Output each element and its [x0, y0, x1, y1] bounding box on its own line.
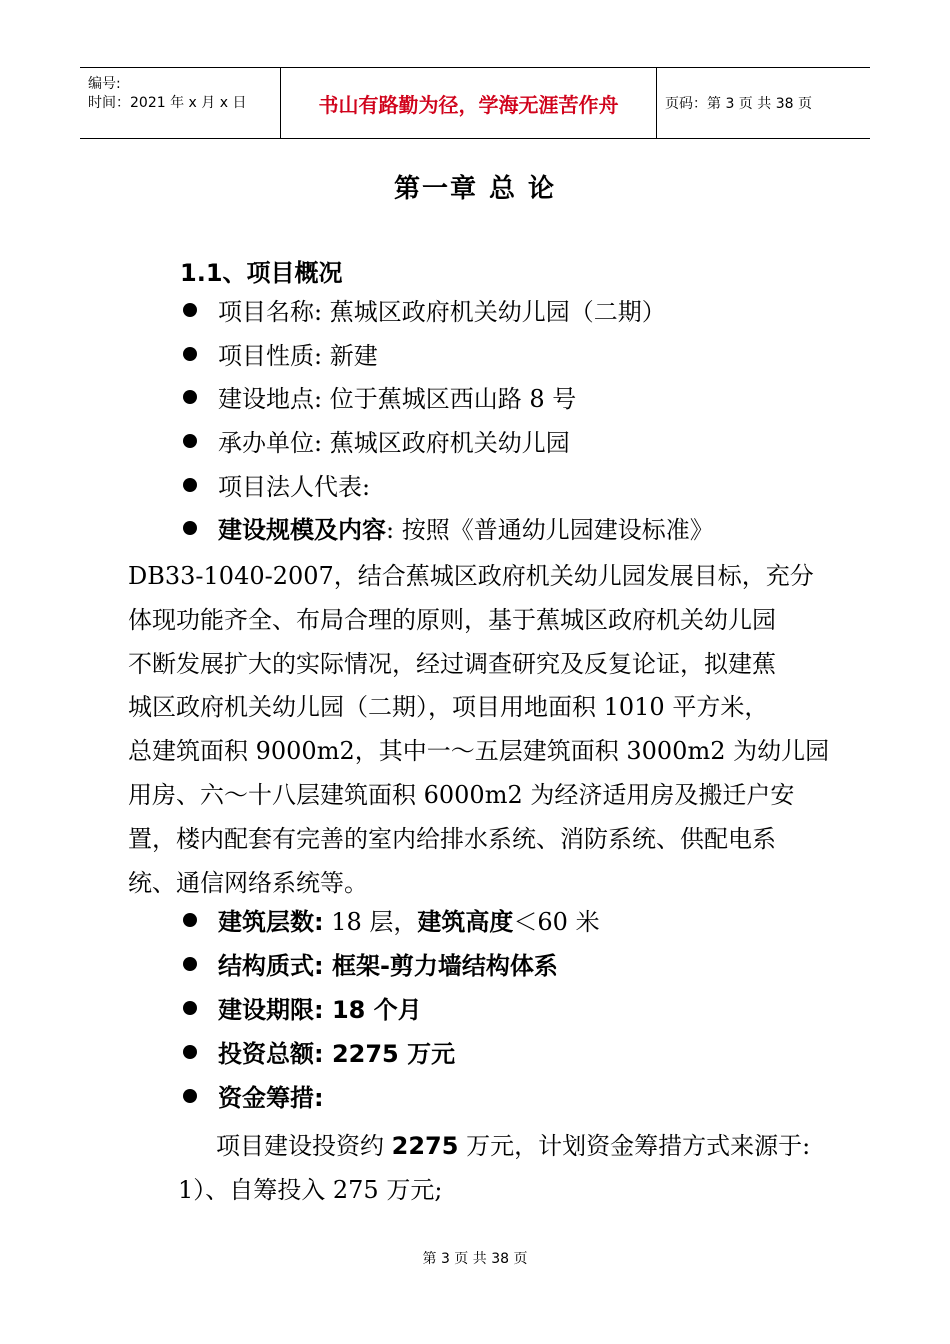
item-text: 结构质式: 框架-剪力墙结构体系	[218, 952, 558, 980]
bullet-icon	[183, 1001, 197, 1015]
page-footer: 第 3 页 共 38 页	[422, 1251, 528, 1267]
paragraph-line: 体现功能齐全、布局合理的原则，基于蕉城区政府机关幼儿园	[128, 605, 776, 634]
bullet-icon	[183, 303, 197, 317]
list-item-funding	[183, 1083, 324, 1113]
funding-amount: 2275	[391, 1132, 459, 1160]
list-item-structure	[183, 951, 558, 981]
item-text: 资金筹措:	[218, 1084, 324, 1112]
item-text: 18 层，	[323, 908, 418, 936]
bullet-icon	[183, 1089, 197, 1103]
bullet-icon	[183, 913, 197, 927]
paragraph-line: DB33-1040-2007，结合蕉城区政府机关幼儿园发展目标，充分	[128, 562, 814, 590]
header-info-cell	[80, 68, 281, 138]
item-label: 建设规模及内容	[218, 516, 386, 544]
bullet-icon	[183, 390, 197, 404]
paragraph-line: 置，楼内配套有完善的室内给排水系统、消防系统、供配电系	[128, 824, 776, 853]
number-label: 编号:	[88, 76, 121, 92]
bullet-icon	[183, 434, 197, 448]
paragraph-line: 用房、六～十八层建筑面积 6000m2 为经济适用房及搬迁户安	[128, 780, 795, 809]
item-text: 承办单位: 蕉城区政府机关幼儿园	[218, 429, 570, 457]
paragraph-line: 总建筑面积 9000m2，其中一～五层建筑面积 3000m2 为幼儿园	[128, 737, 830, 766]
list-item-unit	[183, 428, 570, 458]
list-item-investment	[183, 1039, 455, 1069]
paragraph-line: 统、通信网络系统等。	[128, 868, 368, 897]
date-label: 时间：2021 年 x 月 x 日	[88, 95, 247, 111]
bullet-icon	[183, 521, 197, 535]
item-text: 项目性质: 新建	[218, 342, 378, 370]
funding-text: 万元，计划资金筹措方式来源于:	[458, 1132, 811, 1160]
list-item-nature	[183, 341, 378, 371]
item-label: 建筑高度	[417, 908, 514, 936]
item-label: 建筑层数:	[218, 908, 324, 936]
funding-line-2: 1）、自筹投入 275 万元;	[178, 1176, 443, 1204]
bullet-icon	[183, 478, 197, 492]
scale-paragraph	[128, 555, 828, 905]
funding-line-1	[216, 1126, 810, 1161]
paragraph-line: 不断发展扩大的实际情况，经过调查研究及反复论证，拟建蕉	[128, 649, 776, 678]
funding-text: 项目建设投资约	[216, 1132, 392, 1160]
chapter-title: 第一章 总 论	[393, 174, 557, 204]
item-text: : 按照《普通幼儿园建设标准》	[386, 516, 714, 544]
list-item-period	[183, 995, 422, 1025]
list-item-scale	[183, 515, 714, 545]
item-text: 项目名称: 蕉城区政府机关幼儿园（二期）	[218, 298, 666, 326]
item-text: 建设期限: 18 个月	[218, 996, 422, 1024]
item-text: 建设地点: 位于蕉城区西山路 8 号	[218, 385, 577, 413]
list-item-legal-rep	[183, 472, 370, 502]
item-text: 项目法人代表:	[218, 473, 371, 501]
bullet-icon	[183, 957, 197, 971]
list-item-name	[183, 297, 666, 327]
list-item-location	[183, 384, 576, 414]
section-title: 1.1、项目概况	[180, 259, 343, 287]
motto: 书山有路勤为径，学海无涯苦作舟	[281, 68, 657, 138]
bullet-icon	[183, 347, 197, 361]
page-label: 页码：第 3 页 共 38 页	[665, 96, 812, 112]
list-item-floors	[183, 907, 600, 937]
bullet-icon	[183, 1045, 197, 1059]
item-text: ＜60 米	[513, 908, 600, 936]
item-text: 投资总额: 2275 万元	[218, 1040, 456, 1068]
header-table	[80, 67, 870, 139]
paragraph-line: 城区政府机关幼儿园（二期），项目用地面积 1010 平方米，	[128, 693, 769, 722]
